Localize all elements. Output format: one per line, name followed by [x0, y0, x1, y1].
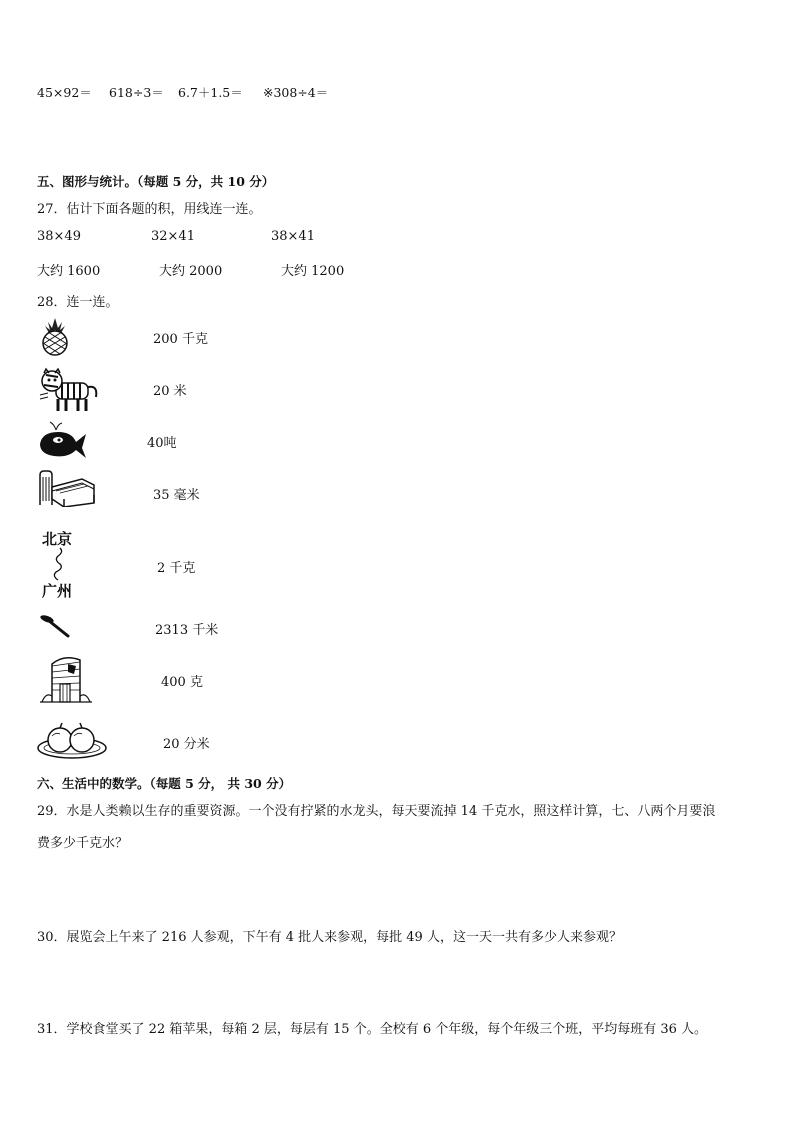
building-icon — [38, 652, 94, 704]
beijing-guangzhou-map-icon — [38, 528, 82, 600]
calc-item-1: 45×92＝ — [37, 85, 92, 100]
calc-item-2: 618÷3＝ — [109, 85, 164, 100]
tiger-icon — [38, 365, 100, 415]
q27-expression-1: 38×49 — [37, 229, 81, 244]
q27-expression-3: 38×41 — [271, 229, 315, 244]
apples-plate-icon — [36, 720, 108, 760]
map-label-beijing: 北京 — [42, 530, 73, 548]
calc-item-4: ※308÷4＝ — [263, 85, 329, 100]
q27-estimate-1: 大约 1600 — [37, 264, 101, 279]
question-27-text: 27．估计下面各题的积，用线连一连。 — [37, 202, 262, 217]
q28-measure-3: 40吨 — [147, 436, 177, 451]
q28-measure-2: 20 米 — [153, 384, 187, 399]
q28-measure-6: 2313 千米 — [155, 623, 219, 638]
q28-measure-7: 400 克 — [161, 675, 203, 690]
question-30-text: 30．展览会上午来了 216 人参观，下午有 4 批人来参观，每批 49 人，这一天一共有多少人来参观？ — [37, 930, 622, 945]
question-28-text: 28．连一连。 — [37, 295, 119, 310]
question-31-text: 31．学校食堂买了 22 箱苹果，每箱 2 层，每层有 15 个。全校有 6 个年级，每个年级三个班，平均每班有 36 人。 — [37, 1022, 708, 1037]
calc-item-3: 6.7＋1.5＝ — [178, 85, 243, 100]
bed-icon — [36, 467, 96, 507]
question-29-line-1: 29．水是人类赖以生存的重要资源。一个没有拧紧的水龙头，每天要流掉 14 千克水，照这样计算，七、八两个月要浪 — [37, 804, 716, 819]
map-label-guangzhou: 广州 — [42, 582, 73, 600]
q28-measure-4: 35 毫米 — [153, 488, 200, 503]
q28-measure-8: 20 分米 — [163, 737, 210, 752]
pineapple-icon — [38, 316, 72, 356]
q28-measure-5: 2 千克 — [157, 561, 196, 576]
whale-icon — [36, 420, 88, 460]
section-6-heading: 六、生活中的数学。（每题 5 分， 共 30 分） — [37, 776, 292, 791]
nail-icon — [40, 612, 72, 638]
q28-measure-1: 200 千克 — [153, 332, 208, 347]
section-5-heading: 五、图形与统计。（每题 5 分，共 10 分） — [37, 174, 275, 189]
q27-estimate-2: 大约 2000 — [159, 264, 223, 279]
question-29-line-2: 费多少千克水？ — [37, 836, 129, 851]
q27-estimate-3: 大约 1200 — [281, 264, 345, 279]
q27-expression-2: 32×41 — [151, 229, 195, 244]
